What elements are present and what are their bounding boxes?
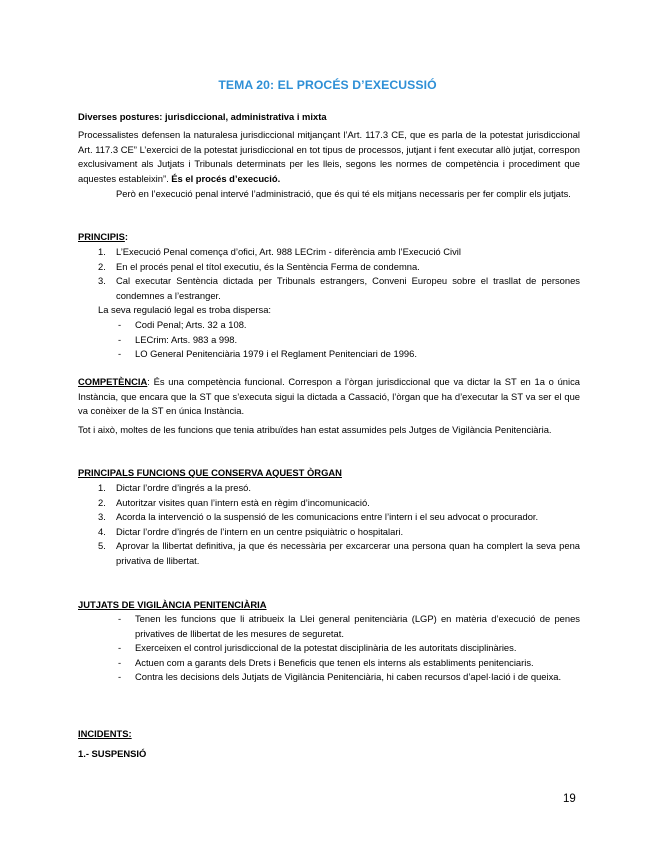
list-item: 3. Acorda la intervenció o la suspensió de les comunicacions entre l’intern i el seu advocat o procurador. (98, 511, 539, 523)
list-item: 3. Cal executar Sentència dictada per Tribunals estrangers, Conveni Europeu sobre el trasllat de persones condemnes a l’estranger. (98, 275, 580, 301)
principis-list (78, 245, 580, 303)
list-item: - LO General Penitenciària 1979 i el Reglament Penitenciari de 1996. (118, 348, 417, 360)
competencia-paragraph (78, 375, 580, 419)
list-item: 1. Dictar l’ordre d’ingrés a la presó. (98, 482, 251, 493)
list-item: - Actuen com a garants dels Drets i Beneficis que tenen els interns als establiments penitenciaris. (118, 656, 534, 668)
competencia-text: : És una competència funcional. Correspon a l’òrgan jurisdiccional que va dictar la ST en 1a o única Instància, que encara que la ST que s’executa sigui la dictada a Cassació, l’òrgan que ha d’executar la ST va ser el que va conèixer de la ST en única Instància. (78, 376, 580, 417)
list-item: - Tenen les funcions que li atribueix la Llei general penitenciària (LGP) en matèria d’execució de penes privatives de llibertat de les mesures de seguretat. (118, 613, 580, 639)
list-item: - Contra les decisions dels Jutjats de Vigilància Penitenciària, hi caben recursos d’apel·lació i de queixa. (118, 671, 562, 683)
regulacio-list (78, 318, 580, 362)
incidents-heading: INCIDENTS: (78, 728, 132, 739)
page-number: 19 (563, 793, 576, 805)
list-item: 2. Autoritzar visites quan l’intern està en règim d’incomunicació. (98, 496, 370, 508)
list-item: 4. Dictar l’ordre d’ingrés de l’intern en un centre psiquiàtric o hospitalari. (98, 525, 404, 537)
regulacio-intro: La seva regulació legal es troba dispersa: (98, 304, 272, 315)
incidents-subheading: 1.- SUSPENSIÓ (78, 748, 147, 759)
postures-paragraph-1-bold: És el procés d’execució. (171, 172, 281, 184)
list-item: 5. Aprovar la llibertat definitiva, ja que és necessària per excarcerar una persona quan ha complert la seva pena privativa de llibertat. (98, 540, 580, 566)
funcions-heading: PRINCIPALS FUNCIONS QUE CONSERVA AQUEST ÒRGAN (78, 467, 342, 478)
competencia-paragraph-2: Tot i això, moltes de les funcions que tenia atribuïdes han estat assumides pels Jutges de Vigilància Penitenciària. (78, 424, 552, 435)
jutjats-heading: JUTJATS DE VIGILÀNCIA PENITENCIÀRIA (78, 599, 267, 610)
postures-heading: Diverses postures: jurisdiccional, administrativa i mixta (78, 111, 327, 122)
principis-heading: PRINCIPIS: (78, 231, 129, 242)
postures-paragraph-1 (78, 128, 580, 186)
principis-heading-text: PRINCIPIS (78, 231, 125, 242)
funcions-list (78, 481, 580, 569)
list-item: 1. L’Execució Penal comença d’ofici, Art. 988 LECrim - diferència amb l’Execució Civil (98, 246, 461, 257)
competencia-heading: COMPETÈNCIA (78, 376, 148, 387)
postures-paragraph-1-text: Processalistes defensen la naturalesa jurisdiccional mitjançant l’Art. 117.3 CE, que es parla de la potestat jurisdiccional Art. 117.3 CE” L’exercici de la potestat jurisdiccional en tot tipus de processos, jutjant i fent executar allò jutjat, correspon exclusivament als Jutjats i Tribunals determinats per les lleis, segons les normes de competència i procediment que aquestes estableixin”. (78, 129, 580, 184)
list-item: 2. En el procés penal el títol executiu, és la Sentència Ferma de condemna. (98, 260, 420, 272)
page-title: TEMA 20: EL PROCÉS D’EXECUSSIÓ (218, 78, 437, 92)
list-item: - Exerceixen el control jurisdiccional de la potestat disciplinària de les autoritats disciplinàries. (118, 642, 517, 654)
list-item: - LECrim: Arts. 983 a 998. (118, 333, 238, 345)
list-item: - Codi Penal; Arts. 32 a 108. (118, 319, 247, 330)
jutjats-list (78, 612, 580, 685)
postures-paragraph-2: Però en l’execució penal intervé l’administració, que és qui té els mitjans necessaris per fer complir els jutjats. (116, 188, 571, 199)
